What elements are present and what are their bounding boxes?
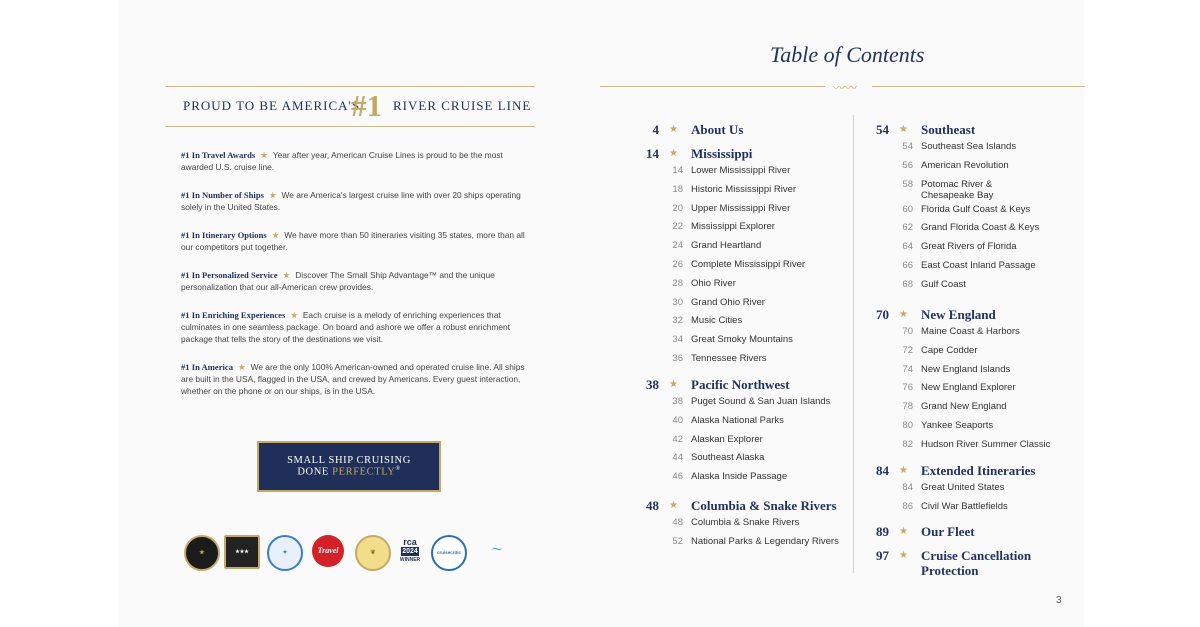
title-rule-left [600, 86, 825, 87]
award-item [181, 229, 526, 253]
entry-title: Great United States [921, 482, 1005, 493]
award-badge-8-icon: 〜 [492, 545, 502, 556]
award-item [181, 189, 526, 213]
section-page: 89 [876, 524, 889, 539]
entry-page: 66 [902, 260, 913, 271]
banner-done: DONE [297, 466, 329, 478]
section-page: 97 [876, 548, 889, 563]
entry-page: 32 [672, 315, 683, 327]
award-text: Year after year, American Cruise Lines is proud to be the most awarded U.S. cruise line. [181, 150, 503, 172]
entry-title: Music Cities [691, 315, 743, 327]
column-divider [853, 115, 854, 573]
proud-header [165, 86, 535, 127]
award-heading: #1 In Number of Ships [181, 190, 264, 200]
entry-title: Columbia & Snake Rivers [691, 517, 800, 528]
entry-page: 22 [672, 221, 683, 233]
award-badge-6-icon [397, 535, 423, 567]
entry-page: 40 [672, 414, 683, 426]
section-title: Mississippi [691, 146, 753, 161]
entry-page: 48 [672, 517, 683, 528]
award-heading: #1 In Enriching Experiences [181, 310, 286, 320]
entry-title: American Revolution [921, 159, 1009, 171]
proud-header-prefix: PROUD TO BE AMERICA'S [183, 98, 361, 113]
section-page: 84 [876, 463, 889, 478]
entry-page: 44 [672, 452, 683, 464]
rca-winner: WINNER [399, 556, 421, 563]
star-icon: ★ [899, 465, 908, 476]
award-heading: #1 In Travel Awards [181, 150, 256, 160]
page-number: 3 [1056, 595, 1062, 606]
banner-line-1: SMALL SHIP CRUISING [287, 455, 411, 466]
entry-title: Grand Heartland [691, 240, 762, 252]
entry-page: 74 [902, 363, 913, 375]
award-text: We have more than 50 itineraries visiting 35 states, more than all our competitors put together. [181, 230, 525, 252]
entry-page: 70 [902, 326, 913, 337]
star-icon: ★ [669, 148, 678, 159]
entry-title: Grand Ohio River [691, 296, 765, 308]
star-icon: ★ [899, 526, 908, 537]
entry-title: Great Smoky Mountains [691, 334, 793, 346]
ornament-icon: 〰〰 [833, 81, 858, 95]
entry-title: Southeast Alaska [691, 452, 765, 464]
entry-page: 20 [672, 202, 683, 214]
entry-page: 14 [672, 165, 683, 176]
entry-title: Alaskan Explorer [691, 433, 763, 445]
entry-page: 52 [672, 535, 683, 547]
entry-title: New England Islands [921, 363, 1011, 375]
entry-title: Hudson River Summer Classic [921, 438, 1051, 450]
banner-perfectly: PERFECTLY [332, 466, 396, 478]
entry-page: 56 [902, 159, 913, 171]
entry-title: Historic Mississippi River [691, 183, 797, 195]
travel-badge-label: Travel [317, 546, 339, 555]
entry-title: Gulf Coast [921, 278, 966, 290]
star-icon: ★ [899, 550, 908, 561]
section-page: 54 [876, 122, 889, 137]
entry-page: 58 [902, 178, 913, 190]
star-icon: ★ [271, 230, 280, 240]
section-title: Extended Itineraries [921, 463, 1036, 478]
entry-title: Southeast Sea Islands [921, 141, 1017, 152]
entry-title: Mississippi Explorer [691, 221, 775, 233]
award-item [181, 309, 526, 345]
entry-page: 28 [672, 277, 683, 289]
entry-title: Florida Gulf Coast & Keys [921, 203, 1031, 215]
entry-page: 18 [672, 183, 683, 195]
rca-label: rca [403, 536, 417, 547]
award-heading: #1 In Itinerary Options [181, 230, 267, 240]
entry-title: Complete Mississippi River [691, 259, 806, 270]
award-text: Discover The Small Ship Advantage™ and the unique personalization that our all-American crew provides. [181, 270, 495, 292]
rca-year: 2024 [402, 547, 418, 555]
entry-page: 82 [902, 438, 913, 450]
entry-page: 78 [902, 401, 913, 413]
entry-page: 76 [902, 382, 913, 394]
award-text: Each cruise is a melody of enriching experiences that culminates in one seamless package. On board and ashore we offer a robust enrichment package that tells the story of the destinations we visit. [181, 310, 510, 344]
entry-title: Civil War Battlefields [921, 500, 1008, 512]
entry-page: 54 [902, 141, 913, 152]
entry-title: Alaska National Parks [691, 414, 784, 426]
star-icon: ★ [268, 190, 277, 200]
award-heading: #1 In America [181, 362, 234, 372]
award-text: We are America's largest cruise line with over 20 ships operating solely in the United States. [181, 190, 521, 212]
entry-title: Puget Sound & San Juan Islands [691, 396, 831, 407]
award-badge-5-icon: ❦ [355, 535, 391, 571]
cruise-critic-label: cruisecritic [436, 550, 461, 555]
award-badge-2-icon: ★★★ [224, 535, 260, 569]
award-badge-3-icon: ✦ [267, 535, 303, 571]
star-icon: ★ [290, 310, 298, 320]
entry-page: 34 [672, 334, 683, 346]
banner-tm: ® [395, 466, 401, 472]
award-item [181, 149, 526, 173]
award-text: We are the only 100% American-owned and operated cruise line. All ships are built in the USA, flagged in the USA, and crewed by Americans. Every guest interaction, whether on the phone or on our ships, is in the USA. [181, 362, 525, 396]
entry-page: 64 [902, 241, 913, 253]
entry-title: Cape Codder [921, 344, 978, 356]
entry-page: 46 [672, 471, 683, 483]
entry-page: 42 [672, 433, 683, 445]
section-title: New England [921, 307, 996, 322]
section-title: About Us [691, 122, 744, 137]
star-icon: ★ [282, 270, 291, 280]
entry-page: 36 [672, 353, 683, 364]
entry-page: 60 [902, 203, 913, 215]
entry-title: Lower Mississippi River [691, 165, 791, 176]
award-item [181, 269, 526, 293]
award-heading: #1 In Personalized Service [181, 270, 278, 280]
proud-header-number: #1 [351, 88, 382, 123]
award-badge-4-icon [312, 535, 344, 567]
award-badge-1-icon: ★ [184, 535, 220, 571]
entry-title: Tennessee Rivers [691, 353, 767, 364]
star-icon: ★ [669, 379, 678, 390]
entry-page: 84 [902, 482, 913, 493]
entry-page: 38 [672, 396, 683, 407]
star-icon: ★ [669, 124, 678, 135]
entry-page: 68 [902, 278, 913, 290]
award-item [181, 361, 526, 397]
entry-page: 62 [902, 222, 913, 234]
entry-page: 30 [672, 296, 683, 308]
entry-title: Grand Florida Coast & Keys [921, 222, 1040, 234]
small-ship-cruising-banner [257, 441, 441, 492]
entry-title: Maine Coast & Harbors [921, 326, 1020, 337]
proud-header-suffix: RIVER CRUISE LINE [393, 98, 532, 113]
section-title: Southeast [921, 122, 976, 137]
entry-title: Yankee Seaports [921, 420, 994, 431]
entry-title: East Coast Inland Passage [921, 260, 1036, 271]
entry-title: New England Explorer [921, 382, 1016, 394]
star-icon: ★ [899, 309, 908, 320]
section-page: 38 [646, 377, 659, 392]
banner-line-2 [259, 466, 439, 478]
entry-title: Upper Mississippi River [691, 202, 791, 214]
entry-title: National Parks & Legendary Rivers [691, 535, 839, 547]
toc-title: Table of Contents [770, 42, 925, 67]
entry-title: Grand New England [921, 401, 1007, 413]
star-icon: ★ [669, 500, 678, 511]
section-page: 70 [876, 307, 889, 322]
title-rule-right [872, 86, 1085, 87]
section-page: 14 [646, 146, 659, 161]
entry-title: Great Rivers of Florida [921, 241, 1017, 253]
entry-page: 86 [902, 500, 913, 512]
entry-title: Ohio River [691, 277, 736, 289]
entry-title: Alaska Inside Passage [691, 471, 788, 483]
award-badge-7-icon [431, 535, 467, 571]
section-title: Pacific Northwest [691, 377, 790, 392]
section-title: Our Fleet [921, 524, 975, 539]
section-title: Columbia & Snake Rivers [691, 498, 837, 513]
section-page: 4 [652, 122, 659, 137]
entry-page: 80 [902, 420, 913, 431]
section-page: 48 [646, 498, 659, 513]
star-icon: ★ [899, 124, 908, 135]
star-icon: ★ [260, 150, 268, 160]
entry-page: 24 [672, 240, 683, 252]
section-title: Cruise Cancellation Protection [921, 548, 1032, 578]
entry-title: Potomac River & Chesapeake Bay [921, 178, 994, 201]
star-icon: ★ [238, 362, 246, 372]
entry-page: 72 [902, 344, 913, 356]
entry-page: 26 [672, 259, 683, 270]
